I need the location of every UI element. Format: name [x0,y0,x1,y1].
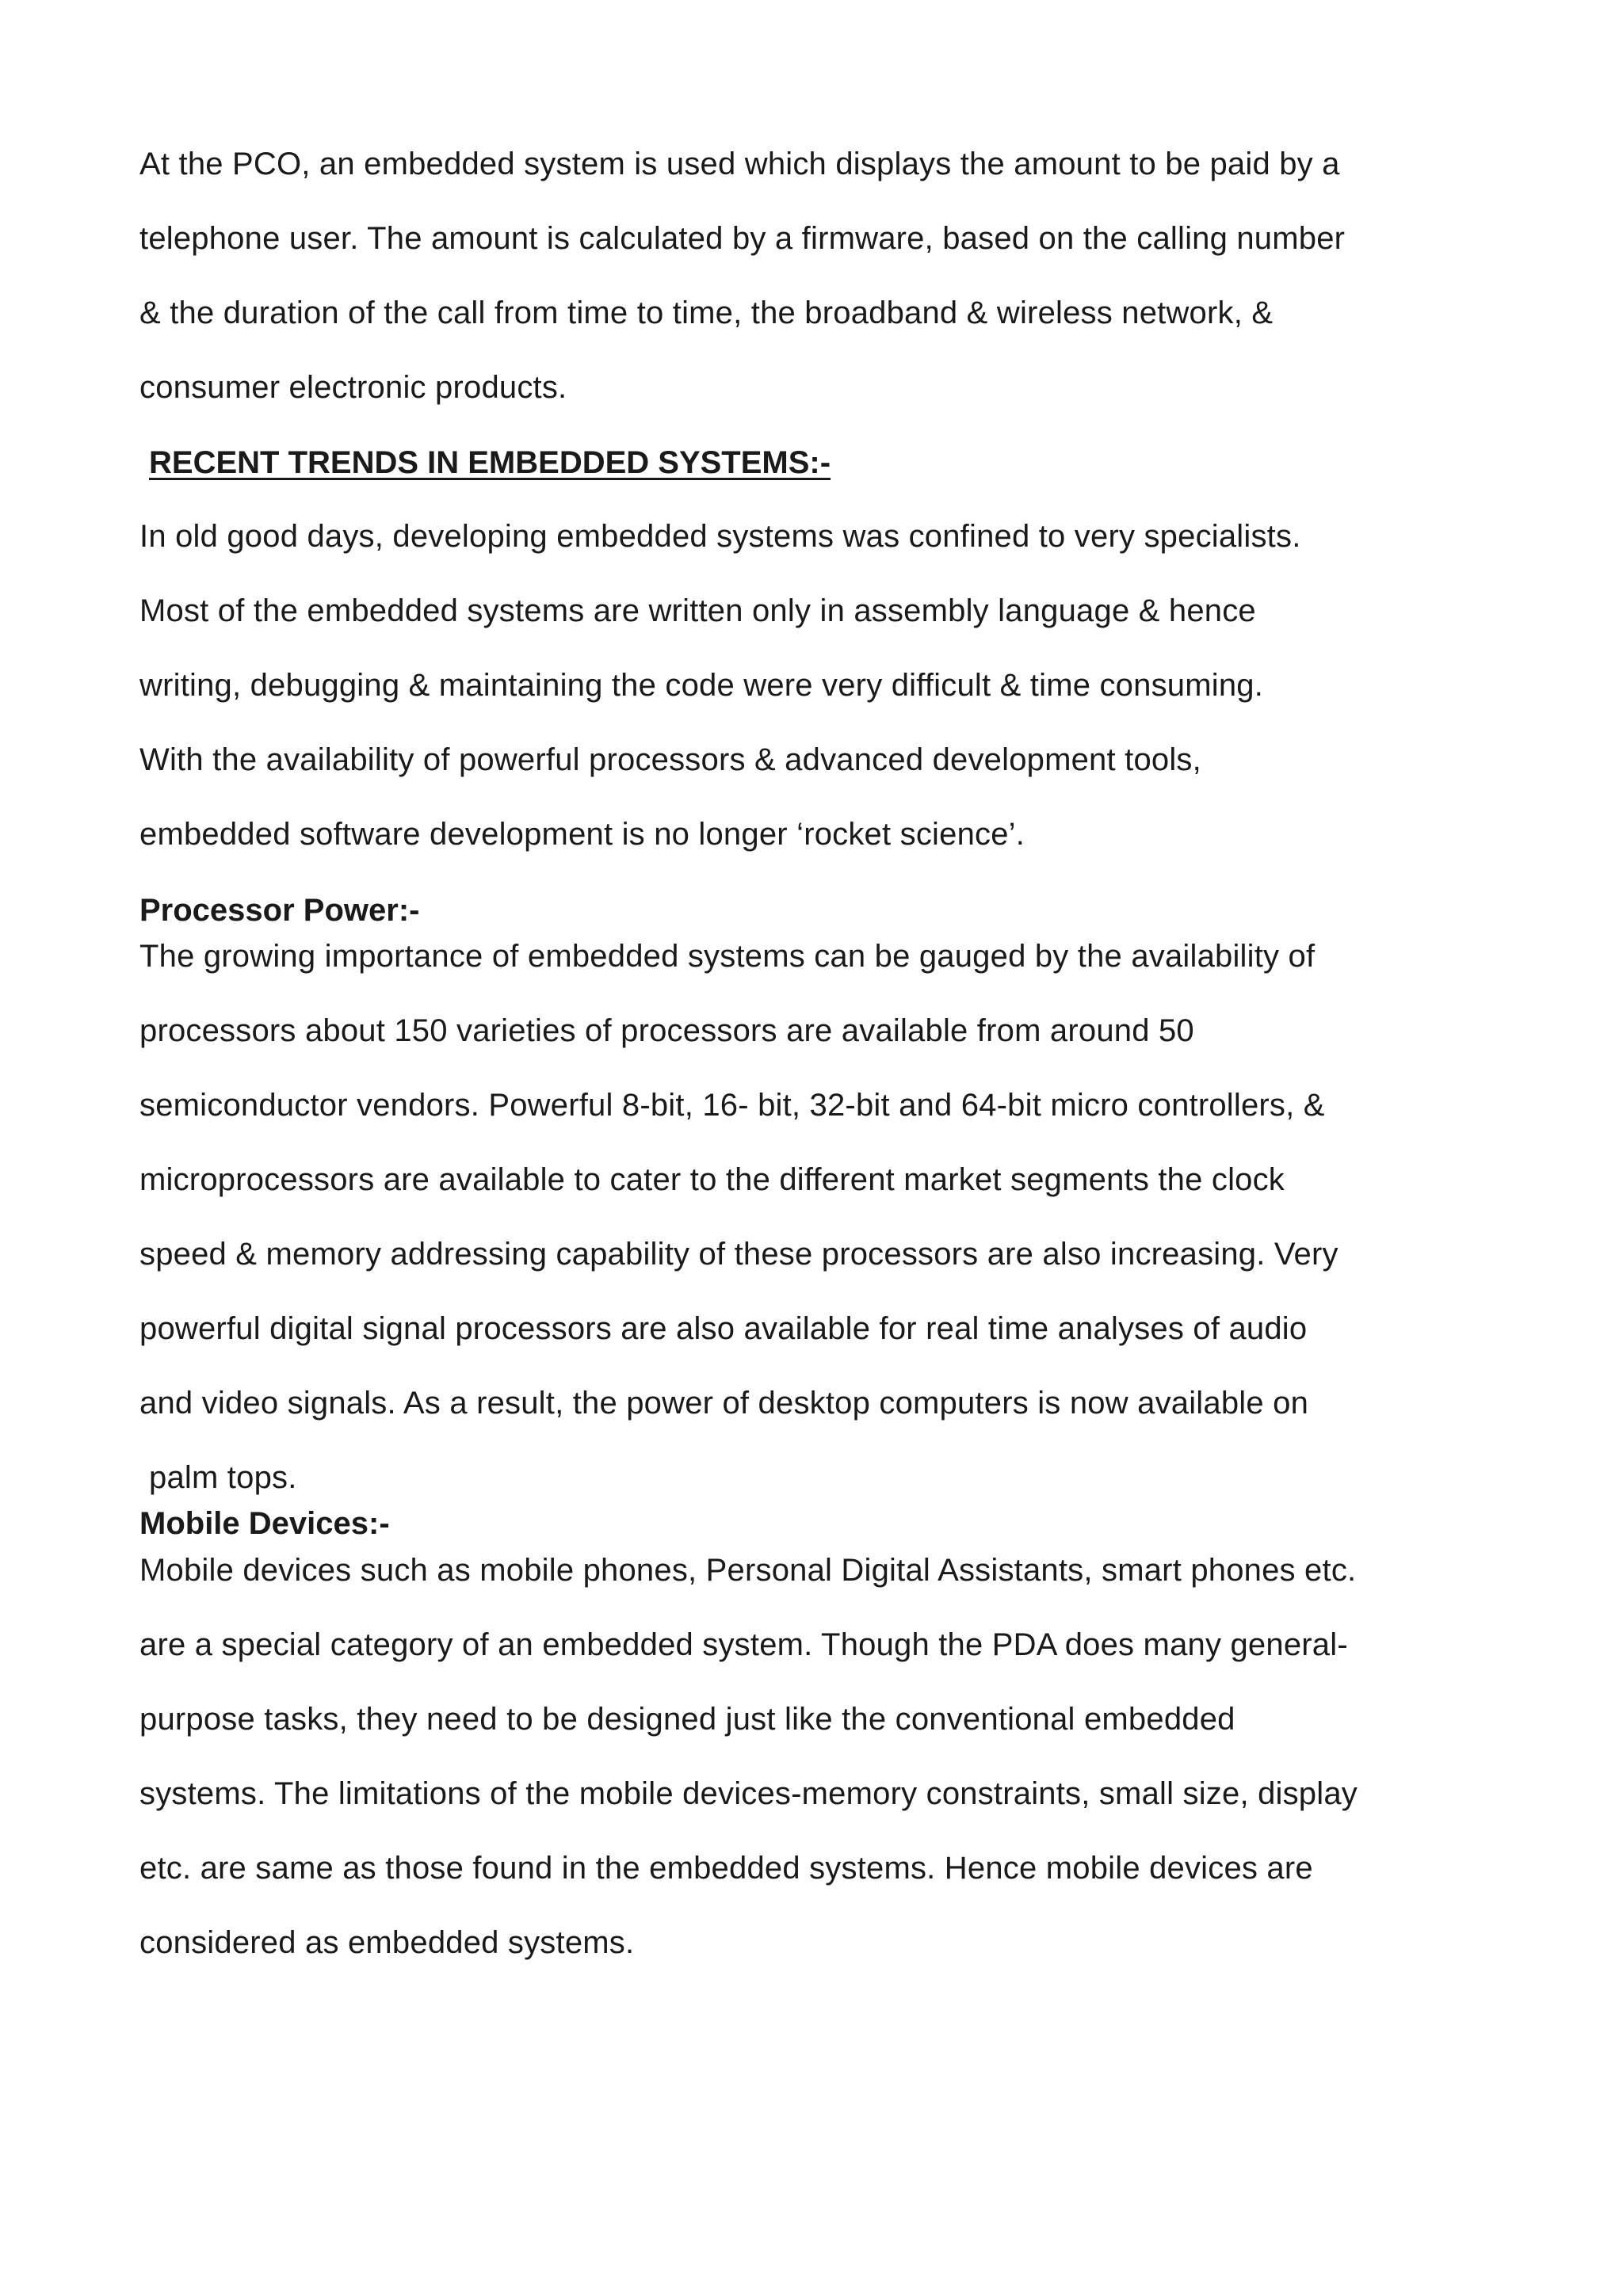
section-heading-processor-power: Processor Power:- [139,893,420,928]
text-line: & the duration of the call from time to time, the broadband & wireless network, & [139,296,1274,330]
text-line: purpose tasks, they need to be designed just like the conventional embedded [139,1702,1235,1737]
text-line: embedded software development is no longer ‘rocket science’. [139,817,1025,852]
text-line: In old good days, developing embedded systems was confined to very specialists. [139,519,1301,554]
text-line: At the PCO, an embedded system is used which displays the amount to be paid by a [139,147,1340,181]
text-line: palm tops. [149,1460,297,1495]
text-line: writing, debugging & maintaining the code were very difficult & time consuming. [139,668,1264,703]
text-line: systems. The limitations of the mobile devices-memory constraints, small size, display [139,1776,1358,1811]
intro-paragraph [139,127,1503,425]
text-line: speed & memory addressing capability of these processors are also increasing. Very [139,1237,1338,1272]
section-heading-recent-trends: RECENT TRENDS IN EMBEDDED SYSTEMS:- [149,445,831,480]
text-line: considered as embedded systems. [139,1925,635,1960]
text-line: microprocessors are available to cater to the different market segments the clock [139,1162,1285,1197]
text-line: consumer electronic products. [139,370,567,405]
text-line: Most of the embedded systems are written only in assembly language & hence [139,593,1256,628]
text-line: With the availability of powerful processors & advanced development tools, [139,742,1201,777]
recent-trends-paragraph [139,499,1503,871]
processor-power-paragraph [139,919,1503,1515]
text-line: The growing importance of embedded systems can be gauged by the availability of [139,939,1316,974]
section-heading-mobile-devices: Mobile Devices:- [139,1506,390,1541]
text-line: processors about 150 varieties of processors are available from around 50 [139,1013,1194,1048]
text-line: powerful digital signal processors are also available for real time analyses of audio [139,1311,1308,1346]
text-line: semiconductor vendors. Powerful 8-bit, 16- bit, 32-bit and 64-bit micro controllers, & [139,1088,1325,1123]
text-line: are a special category of an embedded system. Though the PDA does many general- [139,1627,1348,1662]
text-line: telephone user. The amount is calculated by a firmware, based on the calling number [139,221,1346,256]
text-line: etc. are same as those found in the embedded systems. Hence mobile devices are [139,1851,1313,1886]
mobile-devices-paragraph [139,1533,1503,1980]
text-line: Mobile devices such as mobile phones, Personal Digital Assistants, smart phones etc. [139,1553,1357,1588]
text-line: and video signals. As a result, the power of desktop computers is now available on [139,1386,1309,1421]
